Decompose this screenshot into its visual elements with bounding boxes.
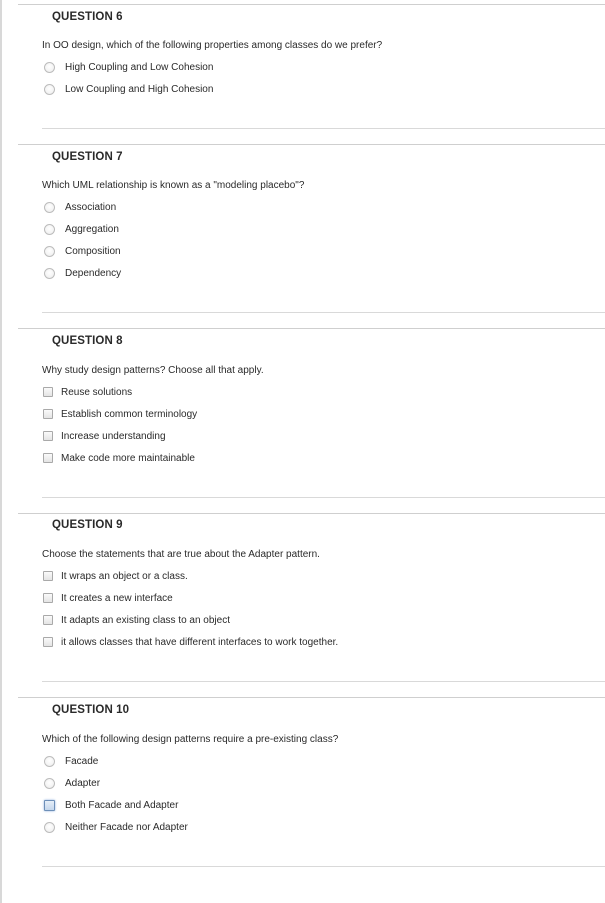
checkbox[interactable] — [43, 571, 53, 581]
question-8-option-4[interactable] — [42, 451, 195, 465]
option-label: It adapts an existing class to an object — [61, 614, 230, 626]
option-label: Increase understanding — [61, 430, 166, 442]
question-9-bottom-divider — [42, 681, 605, 682]
question-7-top-divider — [18, 144, 605, 145]
question-10-option-4[interactable] — [42, 820, 188, 834]
checkbox[interactable] — [43, 431, 53, 441]
option-label: It wraps an object or a class. — [61, 570, 188, 582]
radio-button[interactable] — [44, 62, 55, 73]
radio-button[interactable] — [44, 822, 55, 833]
question-9-option-3[interactable] — [42, 613, 230, 627]
radio-button[interactable] — [44, 224, 55, 235]
radio-button-focused[interactable] — [44, 800, 55, 811]
checkbox[interactable] — [43, 409, 53, 419]
page-left-border — [0, 0, 2, 903]
question-8-title: QUESTION 8 — [52, 335, 123, 347]
question-10-option-1[interactable] — [42, 754, 98, 768]
radio-button[interactable] — [44, 202, 55, 213]
radio-button[interactable] — [44, 246, 55, 257]
question-6-top-divider — [18, 4, 605, 5]
checkbox[interactable] — [43, 615, 53, 625]
option-label: Make code more maintainable — [61, 452, 195, 464]
question-8-option-2[interactable] — [42, 407, 197, 421]
question-10-top-divider — [18, 697, 605, 698]
question-9-option-1[interactable] — [42, 569, 188, 583]
question-9-prompt: Choose the statements that are true about the Adapter pattern. — [42, 549, 320, 560]
option-label: Neither Facade nor Adapter — [65, 821, 188, 833]
question-6-option-2[interactable] — [42, 82, 213, 96]
checkbox[interactable] — [43, 387, 53, 397]
option-label: Adapter — [65, 777, 101, 789]
question-10-option-3[interactable] — [42, 798, 178, 812]
question-6-prompt: In OO design, which of the following properties among classes do we prefer? — [42, 40, 383, 51]
checkbox[interactable] — [43, 637, 53, 647]
question-9-option-2[interactable] — [42, 591, 173, 605]
question-7-title: QUESTION 7 — [52, 151, 123, 163]
radio-button[interactable] — [44, 778, 55, 789]
option-label: Both Facade and Adapter — [65, 799, 179, 811]
option-label: Reuse solutions — [61, 386, 133, 398]
option-label: Composition — [65, 245, 121, 257]
question-7-option-3[interactable] — [42, 244, 121, 258]
option-label: it allows classes that have different interfaces to work together. — [61, 636, 339, 648]
option-label: Aggregation — [65, 223, 119, 235]
question-10-title: QUESTION 10 — [52, 704, 130, 716]
radio-button[interactable] — [44, 84, 55, 95]
question-6-bottom-divider — [42, 128, 605, 129]
question-8-bottom-divider — [42, 497, 605, 498]
option-label: High Coupling and Low Cohesion — [65, 61, 214, 73]
question-8-option-3[interactable] — [42, 429, 166, 443]
question-7-prompt: Which UML relationship is known as a "modeling placebo"? — [42, 180, 305, 191]
option-label: It creates a new interface — [61, 592, 173, 604]
checkbox[interactable] — [43, 593, 53, 603]
checkbox[interactable] — [43, 453, 53, 463]
option-label: Association — [65, 201, 117, 213]
question-8-option-1[interactable] — [42, 385, 132, 399]
question-8-prompt: Why study design patterns? Choose all that apply. — [42, 365, 264, 376]
question-10-option-2[interactable] — [42, 776, 100, 790]
question-7-bottom-divider — [42, 312, 605, 313]
question-7-option-1[interactable] — [42, 200, 116, 214]
question-9-title: QUESTION 9 — [52, 519, 123, 531]
radio-button[interactable] — [44, 756, 55, 767]
question-10-bottom-divider — [42, 866, 605, 867]
question-6-title: QUESTION 6 — [52, 11, 123, 23]
question-7-option-4[interactable] — [42, 266, 121, 280]
option-label: Facade — [65, 755, 99, 767]
option-label: Dependency — [65, 267, 122, 279]
question-8-top-divider — [18, 328, 605, 329]
option-label: Establish common terminology — [61, 408, 198, 420]
question-6-option-1[interactable] — [42, 60, 213, 74]
question-10-prompt: Which of the following design patterns require a pre-existing class? — [42, 734, 339, 745]
option-label: Low Coupling and High Cohesion — [65, 83, 214, 95]
question-9-top-divider — [18, 513, 605, 514]
question-9-option-4[interactable] — [42, 635, 338, 649]
question-7-option-2[interactable] — [42, 222, 119, 236]
radio-button[interactable] — [44, 268, 55, 279]
